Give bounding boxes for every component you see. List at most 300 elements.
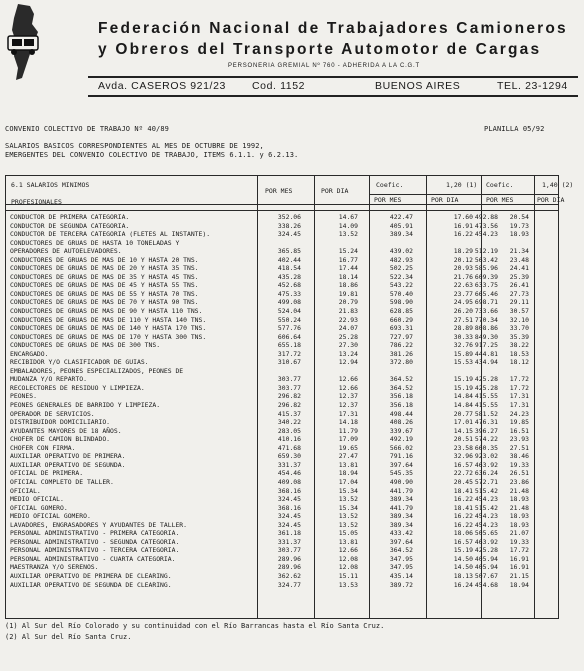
coef1-per-day: 18.29	[453, 247, 473, 256]
table-row	[6, 239, 558, 248]
coef1-per-month: 435.14	[389, 571, 413, 580]
coef2-per-day: 26.51	[509, 469, 529, 478]
base-per-month: 606.64	[277, 332, 301, 341]
coef1-per-month: 441.79	[389, 503, 413, 512]
table-row	[6, 324, 558, 333]
category-label: AUXILIAR OPERATIVO DE SEGUNDA DE CLEARING.	[10, 580, 172, 589]
category-label: OPERADOR DE SERVICIOS.	[10, 409, 95, 418]
coef1-per-day: 16.22	[453, 495, 473, 504]
coef1-per-day: 23.58	[453, 443, 473, 452]
category-label: AUXILIAR OPERATIVO DE PRIMERA DE CLEARING.	[10, 571, 172, 580]
coef2-per-month: 609.39	[474, 272, 498, 281]
table-row	[6, 444, 558, 453]
coef2-per-day: 18.53	[509, 349, 529, 358]
intro-line-1: SALARIOS BASICOS CORRESPONDIENTES AL MES DE OCTUBRE DE 1992,	[5, 142, 264, 150]
coef2-per-month: 492.88	[474, 213, 498, 221]
coef2-per-day: 27.51	[509, 443, 529, 452]
coef2-per-day: 23.86	[509, 477, 529, 486]
base-per-month: 550.24	[277, 315, 301, 324]
coef2-per-day: 21.34	[509, 247, 529, 256]
coef2-per-month: 425.28	[474, 383, 498, 392]
coef2-per-day: 18.93	[509, 230, 529, 239]
coefficient-2-label: Coefic.	[486, 181, 514, 189]
argentina-map-truck-logo-icon	[4, 2, 52, 82]
base-per-month: 415.37	[277, 409, 301, 418]
table-row	[6, 401, 558, 410]
coef2-per-month: 454.23	[474, 495, 498, 504]
category-label: CONDUCTORES DE GRUAS DE MAS DE 20 Y HASTA 35 TNS.	[10, 264, 199, 273]
coef1-per-day: 14.50	[453, 563, 473, 572]
base-per-month: 296.82	[277, 401, 301, 410]
coef2-per-day: 24.41	[509, 264, 529, 273]
base-per-day: 13.52	[338, 495, 358, 504]
base-per-day: 22.93	[338, 315, 358, 324]
base-per-day: 13.81	[338, 537, 358, 546]
table-row	[6, 555, 558, 564]
coef1-per-day: 27.51	[453, 315, 473, 324]
coef2-per-month: 563.42	[474, 255, 498, 264]
table-row	[6, 427, 558, 436]
base-per-month: 475.33	[277, 289, 301, 298]
coef1-per-day: 15.89	[453, 349, 473, 358]
footnote-1: (1) Al Sur del Río Colorado y su continuidad con el Río Barrancas hasta el Río Santa Cruz.	[5, 622, 385, 630]
category-label: PERSONAL ADMINISTRATIVO - CUARTA CATEGORIA.	[10, 554, 176, 563]
base-per-month: 362.62	[277, 571, 301, 580]
base-per-day: 15.34	[338, 486, 358, 495]
coef2-per-month: 473.56	[474, 221, 498, 230]
table-row	[6, 316, 558, 325]
coef1-per-month: 543.22	[389, 281, 413, 290]
table-row	[6, 572, 558, 581]
base-per-month: 303.77	[277, 383, 301, 392]
table-row	[6, 298, 558, 307]
coef2-per-month: 425.28	[474, 546, 498, 555]
base-per-month: 303.77	[277, 546, 301, 555]
base-per-month: 471.68	[277, 443, 301, 452]
coef1-per-month: 522.34	[389, 272, 413, 281]
coef1-per-month: 389.34	[389, 512, 413, 521]
coef1-per-month: 364.52	[389, 375, 413, 384]
letterhead-divider-bottom	[88, 95, 578, 97]
coef1-per-day: 14.50	[453, 554, 473, 563]
coef1-per-day: 16.22	[453, 512, 473, 521]
coef1-per-day: 14.84	[453, 392, 473, 401]
city: BUENOS AIRES	[375, 80, 461, 92]
table-row	[6, 358, 558, 367]
table-row	[6, 273, 558, 282]
coef1-per-day: 20.93	[453, 264, 473, 273]
coef2-header-per-day: POR DIA	[537, 196, 565, 204]
table-row	[6, 529, 558, 538]
coef2-per-day: 16.51	[509, 426, 529, 435]
base-per-month: 418.54	[277, 264, 301, 273]
coefficient-1-value: 1,20 (1)	[446, 181, 478, 189]
coef2-per-day: 27.73	[509, 289, 529, 298]
base-per-day: 19.81	[338, 289, 358, 298]
salary-table	[5, 175, 574, 619]
table-row	[6, 478, 558, 487]
coef1-per-month: 490.90	[389, 477, 413, 486]
coef1-per-day: 26.20	[453, 307, 473, 316]
table-row	[6, 333, 558, 342]
category-label: CONDUCTORES DE GRUAS DE MAS DE 170 Y HASTA 300 TNS.	[10, 332, 207, 341]
coef1-per-day: 32.76	[453, 341, 473, 350]
coef1-per-day: 18.41	[453, 503, 473, 512]
base-per-month: 310.67	[277, 358, 301, 367]
coef2-per-month: 574.22	[474, 435, 498, 444]
base-per-month: 331.37	[277, 537, 301, 546]
coef2-per-day: 21.48	[509, 503, 529, 512]
coef2-per-day: 29.11	[509, 298, 529, 307]
letterhead-divider-top	[88, 76, 578, 78]
base-per-month: 340.22	[277, 418, 301, 427]
coef2-per-month: 572.71	[474, 477, 498, 486]
organization-name-line2: y Obreros del Transporte Automotor de Cargas	[98, 41, 542, 58]
base-per-month: 324.77	[277, 580, 301, 589]
table-row	[6, 281, 558, 290]
coef1-per-month: 441.79	[389, 486, 413, 495]
coef1-per-day: 14.84	[453, 401, 473, 410]
base-per-day: 12.66	[338, 375, 358, 384]
category-label: OFICIAL DE PRIMERA.	[10, 469, 84, 478]
category-label: CHOFER DE CAMION BLINDADO.	[10, 435, 111, 444]
base-per-day: 13.24	[338, 349, 358, 358]
table-row	[6, 290, 558, 299]
coef2-per-month: 505.65	[474, 529, 498, 538]
category-label: CHOFER CON FIRMA.	[10, 443, 76, 452]
category-label: RECOLECTORES DE RESIDUO Y LIMPIEZA.	[10, 383, 145, 392]
coef1-per-day: 23.77	[453, 289, 473, 298]
coef1-per-month: 356.18	[389, 392, 413, 401]
table-row	[6, 469, 558, 478]
base-per-month: 368.16	[277, 503, 301, 512]
category-label: CONDUCTORES DE GRUAS DE MAS DE 35 Y HASTA 45 TNS.	[10, 272, 199, 281]
coef1-per-month: 492.19	[389, 435, 413, 444]
salary-rows	[6, 213, 558, 589]
coef2-per-day: 17.72	[509, 375, 529, 384]
base-per-month: 499.08	[277, 298, 301, 307]
coef2-per-month: 923.02	[474, 452, 498, 461]
coef2-per-month: 515.42	[474, 486, 498, 495]
coef1-per-month: 347.95	[389, 563, 413, 572]
category-label: OPERADORES DE AUTOELEVADORES.	[10, 247, 122, 256]
coef2-per-month: 415.55	[474, 401, 498, 410]
base-per-day: 27.47	[338, 452, 358, 461]
coef1-per-month: 356.18	[389, 401, 413, 410]
address: Avda. CASEROS 921/23	[98, 80, 226, 92]
base-per-day: 20.79	[338, 298, 358, 307]
coef1-per-month: 381.26	[389, 349, 413, 358]
category-label: RECIBIDOR Y/O CLASIFICADOR DE GUIAS.	[10, 358, 149, 367]
base-per-day: 18.86	[338, 281, 358, 290]
base-per-month: 283.05	[277, 426, 301, 435]
base-per-day: 17.04	[338, 477, 358, 486]
table-row	[6, 256, 558, 265]
coef1-per-day: 16.24	[453, 580, 473, 589]
category-label: CONDUCTORES DE GRUAS DE MAS DE 70 Y HASTA 90 TNS.	[10, 298, 199, 307]
table-row	[6, 350, 558, 359]
base-per-month: 402.44	[277, 255, 301, 264]
base-per-month: 352.06	[277, 213, 301, 221]
coef1-per-day: 14.15	[453, 426, 473, 435]
coef1-per-month: 786.22	[389, 341, 413, 350]
coef1-per-month: 364.52	[389, 546, 413, 555]
coef2-per-day: 19.33	[509, 537, 529, 546]
base-per-day: 18.94	[338, 469, 358, 478]
coef2-per-day: 17.31	[509, 392, 529, 401]
table-row	[6, 392, 558, 401]
coef1-per-month: 598.90	[389, 298, 413, 307]
coef2-per-month: 415.55	[474, 392, 498, 401]
base-per-day: 12.08	[338, 554, 358, 563]
section-title: 6.1 SALARIOS MINIMOS	[11, 181, 90, 189]
category-label: PERSONAL ADMINISTRATIVO - SEGUNDA CATEGORIA.	[10, 537, 180, 546]
coef2-per-day: 16.91	[509, 563, 529, 572]
coef2-per-month: 507.67	[474, 571, 498, 580]
base-per-day: 15.34	[338, 503, 358, 512]
coef1-per-day: 20.12	[453, 255, 473, 264]
base-per-day: 13.81	[338, 460, 358, 469]
base-per-day: 12.94	[338, 358, 358, 367]
category-label: CONDUCTORES DE GRUAS DE MAS DE 55 Y HASTA 70 TNS.	[10, 289, 199, 298]
coef2-per-month: 733.66	[474, 307, 498, 316]
coef1-per-day: 16.57	[453, 537, 473, 546]
coef2-per-day: 18.12	[509, 358, 529, 367]
category-label: LAVADORES, ENGRASADORES Y AYUDANTES DE TALLER.	[10, 520, 187, 529]
coef2-per-day: 32.10	[509, 315, 529, 324]
base-per-month: 361.18	[277, 529, 301, 538]
base-per-day: 12.66	[338, 383, 358, 392]
coef2-per-month: 917.25	[474, 341, 498, 350]
coef2-per-month: 849.30	[474, 332, 498, 341]
table-row	[6, 341, 558, 350]
coef1-per-month: 628.85	[389, 307, 413, 316]
category-label: MEDIO OFICIAL GOMERO.	[10, 512, 91, 521]
agreement-number: CONVENIO COLECTIVO DE TRABAJO Nº 40/89	[5, 125, 169, 133]
table-row	[6, 418, 558, 427]
table-row	[6, 452, 558, 461]
category-label: MUDANZA Y/O REPARTO.	[10, 375, 87, 384]
base-per-month: 524.04	[277, 307, 301, 316]
base-per-month: 324.45	[277, 230, 301, 239]
coef1-per-day: 16.22	[453, 520, 473, 529]
table-row	[6, 512, 558, 521]
coef2-per-month: 808.86	[474, 324, 498, 333]
base-per-month: 435.28	[277, 272, 301, 281]
postal-code: Cod. 1152	[252, 80, 306, 92]
base-per-month: 324.45	[277, 512, 301, 521]
coef2-per-day: 38.46	[509, 452, 529, 461]
coef1-per-month: 660.29	[389, 315, 413, 324]
table-row	[6, 581, 558, 590]
category-label: AYUDANTES MAYORES DE 18 AÑOS.	[10, 426, 122, 435]
footnote-2: (2) Al Sur del Río Santa Cruz.	[5, 633, 132, 641]
category-label: OFICIAL GOMERO.	[10, 503, 68, 512]
base-per-day: 14.18	[338, 418, 358, 427]
base-per-day: 17.31	[338, 409, 358, 418]
coef2-per-day: 38.22	[509, 341, 529, 350]
base-per-month: 296.82	[277, 392, 301, 401]
coef2-per-day: 19.33	[509, 460, 529, 469]
federation-logo	[4, 2, 52, 82]
table-row	[6, 461, 558, 470]
category-label: CONDUCTORES DE GRUAS DE MAS DE 10 Y HASTA 20 TNS.	[10, 255, 199, 264]
header-per-day: POR DIA	[321, 187, 349, 195]
coef1-per-day: 18.13	[453, 571, 473, 580]
coef2-per-day: 18.94	[509, 580, 529, 589]
coef2-per-month: 698.71	[474, 298, 498, 307]
base-per-day: 11.79	[338, 426, 358, 435]
base-per-month: 303.77	[277, 375, 301, 384]
coef1-per-month: 545.35	[389, 469, 413, 478]
coef2-per-month: 770.34	[474, 315, 498, 324]
coef1-per-day: 15.19	[453, 375, 473, 384]
coef1-per-day: 22.72	[453, 469, 473, 478]
base-per-month: 577.76	[277, 324, 301, 333]
table-row	[6, 504, 558, 513]
coef1-per-day: 15.19	[453, 546, 473, 555]
category-label: MAESTRANZA Y/O SERENOS.	[10, 563, 99, 572]
category-label: OFICIAL.	[10, 486, 41, 495]
coefficient-2-value: 1,40 (2)	[542, 181, 574, 189]
coef2-per-day: 17.72	[509, 546, 529, 555]
coef1-per-month: 570.40	[389, 289, 413, 298]
coef2-per-month: 463.92	[474, 460, 498, 469]
table-row	[6, 247, 558, 256]
coef1-per-month: 422.47	[389, 213, 413, 221]
coef1-header-per-month: POR MES	[374, 196, 402, 204]
category-label: MEDIO OFICIAL.	[10, 495, 64, 504]
coef2-per-day: 19.85	[509, 418, 529, 427]
table-row	[6, 384, 558, 393]
coef1-per-day: 21.76	[453, 272, 473, 281]
coef2-per-day: 17.31	[509, 401, 529, 410]
base-per-day: 13.52	[338, 520, 358, 529]
coef1-per-month: 405.91	[389, 221, 413, 230]
coef1-header-per-day: POR DIA	[431, 196, 459, 204]
coef2-per-day: 30.57	[509, 307, 529, 316]
coef1-per-day: 15.19	[453, 383, 473, 392]
coef1-per-month: 372.80	[389, 358, 413, 367]
table-row	[6, 495, 558, 504]
coef2-per-day: 24.23	[509, 409, 529, 418]
coef2-per-month: 665.46	[474, 289, 498, 298]
coef2-per-day: 21.15	[509, 571, 529, 580]
coef1-per-month: 389.72	[389, 580, 413, 589]
category-label: AUXILIAR OPERATIVO DE PRIMERA.	[10, 452, 126, 461]
coef2-per-month: 636.24	[474, 469, 498, 478]
table-row	[6, 264, 558, 273]
base-per-month: 452.68	[277, 281, 301, 290]
category-label: EMBALADORES, PEONES ESPECIALIZADOS, PEONES DE	[10, 366, 184, 375]
coef1-per-day: 15.53	[453, 358, 473, 367]
category-label: DISTRIBUIDOR DOMICILIARIO.	[10, 418, 111, 427]
base-per-day: 16.77	[338, 255, 358, 264]
category-label: PERSONAL ADMINISTRATIVO - TERCERA CATEGORIA.	[10, 546, 180, 555]
base-per-month: 324.45	[277, 495, 301, 504]
table-row	[6, 307, 558, 316]
coef2-per-day: 21.07	[509, 529, 529, 538]
category-label: CONDUCTORES DE GRUAS DE HASTA 10 TONELADAS Y	[10, 238, 180, 247]
coef2-per-day: 16.91	[509, 554, 529, 563]
table-row	[6, 521, 558, 530]
table-row	[6, 410, 558, 419]
coef1-per-month: 727.97	[389, 332, 413, 341]
base-per-month: 289.96	[277, 554, 301, 563]
base-per-day: 15.05	[338, 529, 358, 538]
coef1-per-day: 18.06	[453, 529, 473, 538]
coef2-per-month: 476.31	[474, 418, 498, 427]
coef1-per-month: 389.34	[389, 495, 413, 504]
base-per-day: 17.44	[338, 264, 358, 273]
coef2-per-month: 585.96	[474, 264, 498, 273]
table-row	[6, 222, 558, 231]
base-per-day: 14.67	[338, 213, 358, 221]
coef2-per-month: 581.52	[474, 409, 498, 418]
coef1-per-day: 22.63	[453, 281, 473, 290]
base-per-day: 12.08	[338, 563, 358, 572]
base-per-month: 410.16	[277, 435, 301, 444]
coef1-per-day: 28.89	[453, 324, 473, 333]
coef1-per-day: 20.45	[453, 477, 473, 486]
base-per-month: 331.37	[277, 460, 301, 469]
base-per-day: 15.24	[338, 247, 358, 256]
coef2-per-day: 26.41	[509, 281, 529, 290]
category-label: PEONES GENERALES DE BARRIDO Y LIMPIEZA.	[10, 401, 161, 410]
header-per-month: POR MES	[265, 187, 293, 195]
coef2-per-month: 425.28	[474, 375, 498, 384]
table-row	[6, 213, 558, 222]
coef2-per-month: 463.92	[474, 537, 498, 546]
coef1-per-month: 389.34	[389, 230, 413, 239]
coef2-per-month: 660.35	[474, 443, 498, 452]
table-row	[6, 487, 558, 496]
coef2-per-month: 512.19	[474, 247, 498, 256]
coef2-per-day: 18.93	[509, 520, 529, 529]
coef1-per-month: 433.42	[389, 529, 413, 538]
coef2-per-day: 19.73	[509, 221, 529, 230]
category-label: PERSONAL ADMINISTRATIVO - PRIMERA CATEGORIA.	[10, 529, 180, 538]
base-per-day: 24.07	[338, 324, 358, 333]
category-label: AUXILIAR OPERATIVO DE SEGUNDA.	[10, 460, 126, 469]
coef2-per-day: 18.93	[509, 495, 529, 504]
coef1-per-month: 439.02	[389, 247, 413, 256]
coef1-per-day: 17.01	[453, 418, 473, 427]
coef1-per-day: 20.77	[453, 409, 473, 418]
base-per-day: 27.30	[338, 341, 358, 350]
coef1-per-month: 791.16	[389, 452, 413, 461]
coef2-per-day: 35.39	[509, 332, 529, 341]
base-per-day: 13.52	[338, 230, 358, 239]
coef1-per-month: 389.34	[389, 520, 413, 529]
table-row	[6, 546, 558, 555]
organization-name-line1: Federación Nacional de Trabajadores Camioneros	[98, 20, 568, 37]
category-label: CONDUCTOR DE PRIMERA CATEGORIA.	[10, 213, 130, 221]
coef2-per-day: 20.54	[509, 213, 529, 221]
coef2-per-month: 405.94	[474, 554, 498, 563]
sheet-number: PLANILLA 05/92	[484, 125, 545, 133]
base-per-day: 12.37	[338, 401, 358, 410]
coef2-per-day: 33.70	[509, 324, 529, 333]
category-label: OFICIAL COMPLETO DE TALLER.	[10, 477, 114, 486]
coefficient-1-label: Coefic.	[376, 181, 404, 189]
phone: TEL. 23-1294	[497, 80, 568, 92]
coef1-per-month: 693.31	[389, 324, 413, 333]
coef2-per-day: 23.48	[509, 255, 529, 264]
base-per-month: 368.16	[277, 486, 301, 495]
coef2-per-month: 396.27	[474, 426, 498, 435]
coef1-per-month: 566.02	[389, 443, 413, 452]
